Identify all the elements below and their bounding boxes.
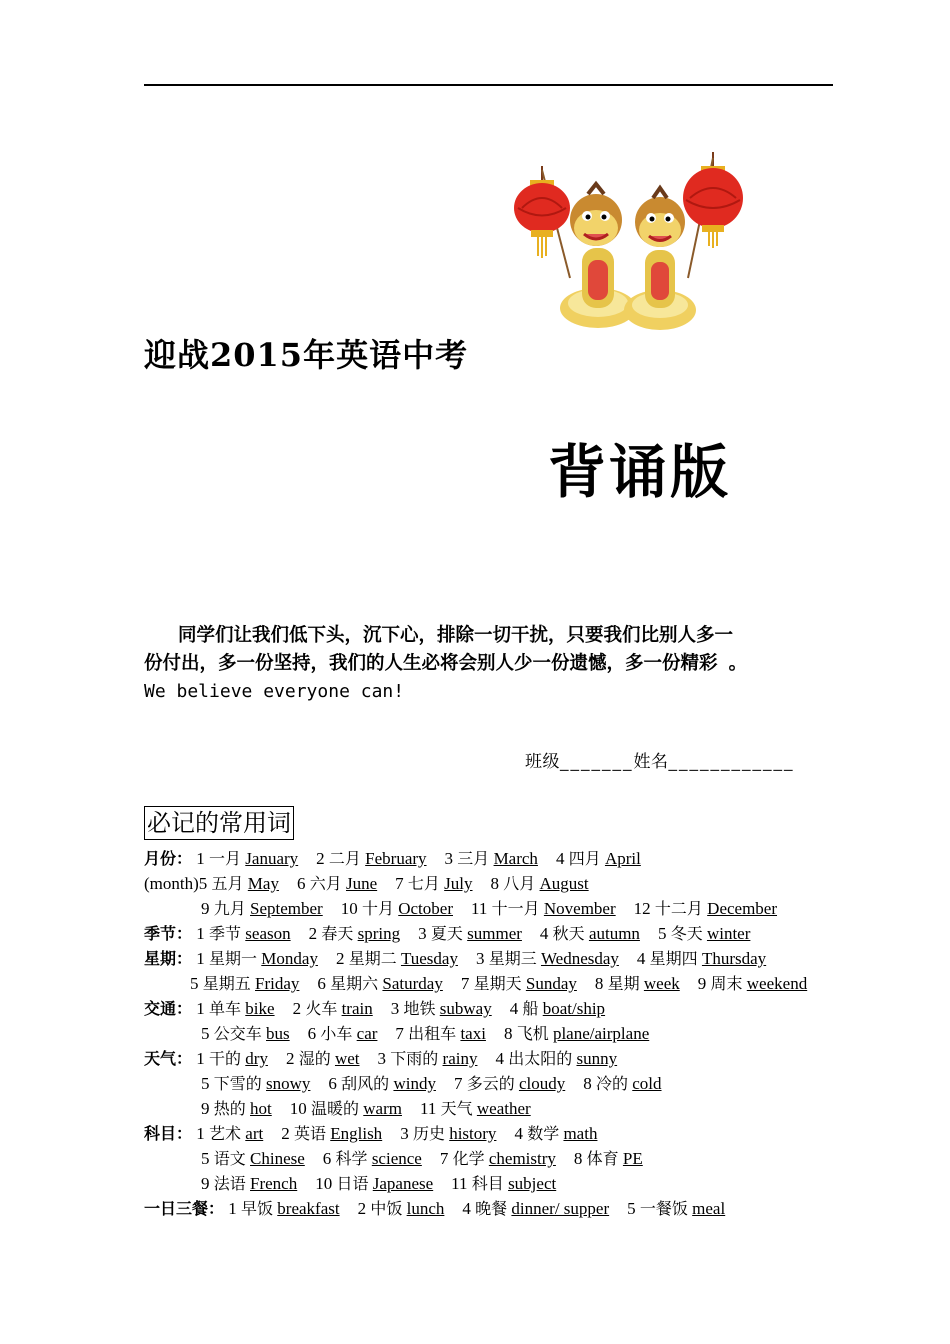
vocab-chinese: 干的 [209, 1049, 242, 1068]
vocab-chinese: 九月 [213, 899, 246, 918]
vocab-english: Tuesday [400, 949, 458, 968]
vocab-item [228, 1199, 339, 1218]
vocab-number: 5 [201, 1149, 210, 1168]
vocab-number: 2 [316, 849, 325, 868]
vocab-row [144, 896, 874, 921]
vocab-chinese: 十二月 [654, 899, 703, 918]
vocab-item [328, 1074, 436, 1093]
vocab-item [286, 1049, 360, 1068]
vocab-english: Saturday [382, 974, 443, 993]
vocab-chinese: 周末 [710, 974, 743, 993]
vocab-item [476, 949, 619, 968]
vocab-number: 7 [439, 1149, 449, 1168]
vocab-item [495, 1049, 617, 1068]
vocab-number: 5 [201, 1024, 210, 1043]
vocab-english: subway [439, 999, 492, 1018]
vocab-row [144, 871, 874, 896]
vocab-chinese: 春天 [321, 924, 354, 943]
vocab-english: Japanese [372, 1174, 434, 1193]
vocab-english: train [341, 999, 373, 1018]
vocab-number: 1 [196, 849, 205, 868]
vocab-row [144, 1171, 874, 1196]
vocab-number: 2 [357, 1199, 367, 1218]
vocab-row [144, 1071, 874, 1096]
vocab-number: 7 [453, 1074, 463, 1093]
vocab-chinese: 单车 [209, 999, 242, 1018]
vocab-item [637, 949, 766, 968]
vocab-english: July [444, 874, 473, 893]
vocab-number: 2 [285, 1049, 295, 1068]
vocab-item [317, 974, 442, 993]
vocab-chinese: 日语 [336, 1174, 369, 1193]
vocab-number: 10 [315, 1174, 333, 1193]
vocab-number: 4 [509, 999, 519, 1018]
vocab-english: boat/ship [542, 999, 606, 1018]
category-label: 科目： [144, 1124, 193, 1143]
vocab-chinese: 科目 [471, 1174, 504, 1193]
vocab-chinese: 飞机 [516, 1024, 549, 1043]
vocab-chinese: 火车 [305, 999, 338, 1018]
vocab-english: week [643, 974, 680, 993]
vocab-english: breakfast [277, 1199, 340, 1218]
vocab-item [420, 1099, 531, 1118]
vocab-english: August [539, 874, 589, 893]
category-label-en: (month) [144, 874, 199, 893]
vocab-chinese: 小车 [320, 1024, 353, 1043]
vocab-number: 3 [390, 999, 400, 1018]
vocab-item [196, 849, 298, 868]
vocab-number: 1 [196, 999, 205, 1018]
vocab-item [281, 1124, 382, 1143]
vocab-number: 8 [594, 974, 604, 993]
vocab-number: 5 [198, 874, 208, 893]
vocab-item [391, 999, 492, 1018]
vocab-number: 6 [322, 1149, 332, 1168]
document-title: 迎战2015年英语中考 [144, 336, 469, 374]
vocab-item [308, 1024, 378, 1043]
vocab-item [201, 899, 323, 918]
vocab-item [201, 1074, 310, 1093]
vocab-english: history [449, 1124, 497, 1143]
vocab-chinese: 下雨的 [390, 1049, 439, 1068]
vocab-chinese: 星期二 [348, 949, 397, 968]
vocab-number: 9 [201, 1099, 210, 1118]
vocab-number: 11 [471, 899, 488, 918]
vocab-english: December [707, 899, 778, 918]
vocab-number: 5 [190, 974, 199, 993]
vocab-chinese: 刮风的 [341, 1074, 390, 1093]
document-subtitle: 背诵版 [548, 438, 732, 506]
vocab-item [315, 1174, 433, 1193]
vocab-item [358, 1199, 445, 1218]
vocab-number: 3 [444, 849, 454, 868]
vocab-english: French [250, 1174, 298, 1193]
vocab-chinese: 六月 [309, 874, 342, 893]
vocab-list [144, 846, 874, 1221]
vocab-item [514, 1124, 597, 1143]
vocab-item [574, 1149, 643, 1168]
category-label: 星期： [144, 949, 193, 968]
vocab-english: cloudy [518, 1074, 566, 1093]
vocab-english: taxi [460, 1024, 486, 1043]
motto-line-2: 份付出，多一份坚持，我们的人生必将会别人少一份遗憾，多一份精彩 。 [144, 653, 748, 674]
vocab-number: 6 [296, 874, 306, 893]
vocab-english: cold [632, 1074, 662, 1093]
vocab-english: Wednesday [540, 949, 619, 968]
vocab-chinese: 温暖的 [311, 1099, 360, 1118]
vocab-item [196, 1049, 268, 1068]
vocab-english: hot [250, 1099, 272, 1118]
vocab-chinese: 出租车 [408, 1024, 457, 1043]
vocab-item [190, 974, 299, 993]
motto-line-3: We believe everyone can! [144, 681, 405, 702]
vocab-number: 7 [395, 874, 404, 893]
vocab-english: Chinese [250, 1149, 305, 1168]
vocab-number: 8 [583, 1074, 592, 1093]
motto-line-1: 同学们让我们低下头，沉下心，排除一切干扰，只要我们比别人多一 [178, 625, 734, 646]
class-blank: _______ [560, 752, 634, 772]
vocab-chinese: 早饭 [241, 1199, 274, 1218]
vocab-english: dry [245, 1049, 268, 1068]
vocab-english: weather [476, 1099, 531, 1118]
vocab-chinese: 十月 [361, 899, 394, 918]
vocab-chinese: 一月 [209, 849, 242, 868]
vocab-english: Monday [261, 949, 318, 968]
vocab-english: October [398, 899, 453, 918]
vocab-english: dinner/ supper [511, 1199, 610, 1218]
vocab-chinese: 出太阳的 [508, 1049, 573, 1068]
category-label: 一日三餐： [144, 1199, 225, 1218]
vocab-number: 4 [514, 1124, 523, 1143]
vocab-row [144, 1046, 874, 1071]
vocab-item [199, 874, 279, 893]
vocab-chinese: 公交车 [213, 1024, 262, 1043]
vocab-english: wet [334, 1049, 360, 1068]
vocab-english: November [543, 899, 616, 918]
vocab-chinese: 星期一 [209, 949, 258, 968]
vocab-english: bus [266, 1024, 290, 1043]
vocab-number: 7 [460, 974, 470, 993]
vocab-chinese: 星期四 [649, 949, 698, 968]
vocab-number: 3 [377, 1049, 387, 1068]
vocab-number: 10 [289, 1099, 307, 1118]
vocab-row [144, 1146, 874, 1171]
vocab-number: 8 [573, 1149, 583, 1168]
vocab-chinese: 法语 [213, 1174, 246, 1193]
vocab-chinese: 下雪的 [213, 1074, 262, 1093]
vocab-english: winter [706, 924, 751, 943]
vocab-number: 10 [340, 899, 358, 918]
vocab-item [196, 924, 290, 943]
vocab-item [510, 999, 605, 1018]
vocab-item [454, 1074, 565, 1093]
vocab-number: 3 [418, 924, 427, 943]
vocab-row [144, 996, 874, 1021]
vocab-english: warm [363, 1099, 402, 1118]
vocab-number: 7 [395, 1024, 404, 1043]
vocab-item [462, 1199, 609, 1218]
vocab-chinese: 艺术 [209, 1124, 242, 1143]
vocab-item [451, 1174, 556, 1193]
vocab-english: rainy [442, 1049, 478, 1068]
vocab-item [323, 1149, 422, 1168]
vocab-item [583, 1074, 661, 1093]
vocab-item [634, 899, 777, 918]
vocab-chinese: 冷的 [595, 1074, 628, 1093]
vocab-english: bike [245, 999, 275, 1018]
vocab-english: weekend [746, 974, 808, 993]
section-heading: 必记的常用词 [144, 806, 294, 840]
vocab-number: 4 [555, 849, 565, 868]
vocab-chinese: 化学 [452, 1149, 485, 1168]
vocab-item [201, 1149, 305, 1168]
vocab-chinese: 四月 [568, 849, 601, 868]
vocab-item [201, 1099, 272, 1118]
vocab-english: English [330, 1124, 383, 1143]
class-name-field [525, 747, 795, 772]
vocab-item [491, 874, 589, 893]
vocab-chinese: 多云的 [466, 1074, 515, 1093]
vocab-chinese: 星期五 [202, 974, 251, 993]
vocab-chinese: 英语 [293, 1124, 326, 1143]
vocab-chinese: 星期六 [330, 974, 379, 993]
vocab-row [144, 971, 874, 996]
vocab-english: March [493, 849, 538, 868]
vocab-english: April [604, 849, 641, 868]
vocab-number: 8 [503, 1024, 513, 1043]
vocab-number: 4 [462, 1199, 471, 1218]
vocab-item [471, 899, 616, 918]
vocab-number: 4 [636, 949, 646, 968]
vocab-chinese: 语文 [213, 1149, 246, 1168]
vocab-item [445, 849, 538, 868]
vocab-item [658, 924, 750, 943]
vocab-english: math [563, 1124, 598, 1143]
vocab-number: 11 [419, 1099, 437, 1118]
vocab-chinese: 季节 [209, 924, 242, 943]
vocab-item [395, 1024, 486, 1043]
vocab-english: Friday [255, 974, 300, 993]
vocab-chinese: 秋天 [552, 924, 585, 943]
vocab-chinese: 三月 [457, 849, 490, 868]
vocab-english: snowy [266, 1074, 311, 1093]
vocab-english: subject [508, 1174, 557, 1193]
vocab-number: 9 [201, 899, 210, 918]
name-blank: ____________ [668, 752, 795, 772]
vocab-chinese: 热的 [213, 1099, 246, 1118]
vocab-item [595, 974, 680, 993]
vocab-item [378, 1049, 478, 1068]
vocab-chinese: 十一月 [491, 899, 540, 918]
vocab-item [504, 1024, 649, 1043]
vocab-number: 2 [281, 1124, 290, 1143]
vocab-english: January [245, 849, 299, 868]
vocab-english: car [356, 1024, 378, 1043]
vocab-row [144, 1121, 874, 1146]
vocab-row [144, 1021, 874, 1046]
vocab-item [341, 899, 453, 918]
vocab-english: spring [357, 924, 401, 943]
vocab-item [201, 1174, 297, 1193]
vocab-number: 6 [317, 974, 326, 993]
vocab-number: 5 [657, 924, 667, 943]
vocab-item [201, 1024, 290, 1043]
vocab-english: June [345, 874, 378, 893]
vocab-item [400, 1124, 496, 1143]
vocab-item [418, 924, 522, 943]
vocab-number: 1 [228, 1199, 237, 1218]
vocab-number: 6 [328, 1074, 337, 1093]
vocab-english: PE [622, 1149, 643, 1168]
vocab-row [144, 1196, 874, 1221]
vocab-item [440, 1149, 556, 1168]
vocab-english: May [247, 874, 279, 893]
vocab-item [196, 999, 274, 1018]
vocab-number: 3 [475, 949, 485, 968]
vocab-english: lunch [406, 1199, 445, 1218]
vocab-english: February [365, 849, 427, 868]
vocab-english: meal [692, 1199, 726, 1218]
vocab-english: autumn [588, 924, 640, 943]
category-label: 天气： [144, 1049, 193, 1068]
vocab-chinese: 一餐饭 [639, 1199, 688, 1218]
vocab-chinese: 中饭 [370, 1199, 403, 1218]
vocab-number: 3 [400, 1124, 409, 1143]
vocab-number: 5 [201, 1074, 210, 1093]
vocab-number: 4 [495, 1049, 504, 1068]
vocab-item [627, 1199, 725, 1218]
category-label: 交通： [144, 999, 193, 1018]
vocab-item [336, 949, 458, 968]
vocab-item [540, 924, 640, 943]
category-label: 月份： [144, 849, 193, 868]
vocab-chinese: 冬天 [670, 924, 703, 943]
vocab-item [196, 949, 318, 968]
vocab-row [144, 946, 874, 971]
vocab-english: chemistry [488, 1149, 556, 1168]
vocab-chinese: 历史 [412, 1124, 445, 1143]
vocab-english: art [245, 1124, 264, 1143]
vocab-item [461, 974, 577, 993]
vocab-english: sunny [576, 1049, 618, 1068]
vocab-english: science [371, 1149, 422, 1168]
vocab-number: 1 [196, 924, 205, 943]
vocab-row [144, 846, 874, 871]
category-label: 季节： [144, 924, 193, 943]
vocab-chinese: 七月 [407, 874, 440, 893]
vocab-english: summer [467, 924, 522, 943]
vocab-chinese: 二月 [328, 849, 361, 868]
vocab-number: 1 [196, 949, 205, 968]
vocab-chinese: 星期 [607, 974, 640, 993]
vocab-number: 11 [451, 1174, 468, 1193]
vocab-number: 1 [196, 1124, 205, 1143]
vocab-chinese: 星期三 [488, 949, 537, 968]
vocab-chinese: 夏天 [430, 924, 463, 943]
vocab-english: Thursday [701, 949, 767, 968]
class-label: 班级 [525, 752, 560, 772]
vocab-chinese: 晚餐 [475, 1199, 508, 1218]
vocab-item [290, 1099, 402, 1118]
vocab-row [144, 1096, 874, 1121]
vocab-item [297, 874, 377, 893]
vocab-number: 1 [196, 1049, 205, 1068]
vocab-number: 9 [201, 1174, 210, 1193]
vocab-item [316, 849, 426, 868]
vocab-english: Sunday [525, 974, 577, 993]
vocab-number: 4 [539, 924, 549, 943]
vocab-item [293, 999, 373, 1018]
vocab-number: 2 [292, 999, 302, 1018]
name-label: 姓名 [633, 752, 669, 772]
vocab-chinese: 船 [522, 999, 539, 1018]
vocab-english: windy [393, 1074, 436, 1093]
vocab-chinese: 五月 [211, 874, 244, 893]
vocab-english: September [250, 899, 323, 918]
vocab-item [395, 874, 472, 893]
vocab-row [144, 921, 874, 946]
vocab-item [309, 924, 401, 943]
vocab-number: 12 [633, 899, 651, 918]
vocab-number: 9 [697, 974, 707, 993]
vocab-chinese: 星期天 [473, 974, 522, 993]
motto-paragraph [144, 622, 844, 706]
vocab-item [196, 1124, 263, 1143]
header-rule [144, 84, 833, 86]
vocab-number: 6 [307, 1024, 317, 1043]
vocab-chinese: 湿的 [298, 1049, 331, 1068]
vocab-chinese: 八月 [503, 874, 536, 893]
vocab-item [556, 849, 641, 868]
vocab-english: season [245, 924, 291, 943]
vocab-english: plane/airplane [552, 1024, 650, 1043]
vocab-number: 2 [335, 949, 345, 968]
vocab-chinese: 数学 [527, 1124, 560, 1143]
vocab-chinese: 地铁 [403, 999, 436, 1018]
vocab-number: 5 [627, 1199, 636, 1218]
vocab-number: 2 [308, 924, 318, 943]
vocab-chinese: 体育 [586, 1149, 619, 1168]
vocab-chinese: 天气 [440, 1099, 473, 1118]
vocab-item [698, 974, 807, 993]
vocab-number: 8 [490, 874, 500, 893]
snake-lantern-illustration [508, 148, 748, 338]
vocab-chinese: 科学 [335, 1149, 368, 1168]
